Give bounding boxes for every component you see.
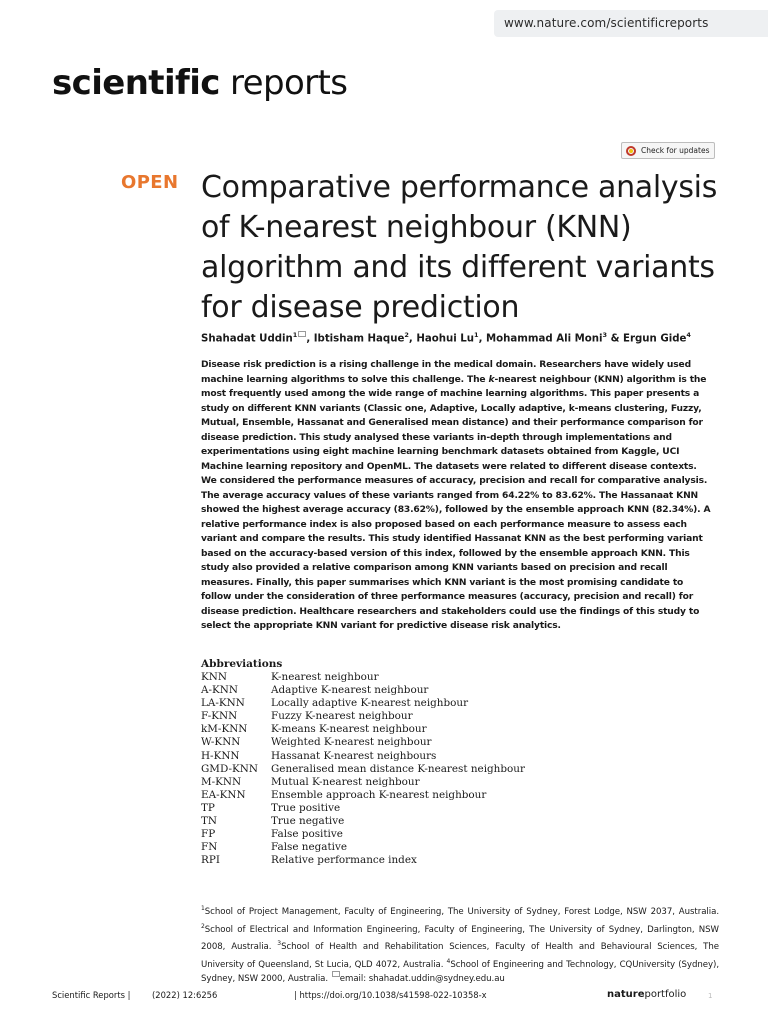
abbreviation-row	[201, 815, 531, 828]
abbreviation-row	[201, 828, 531, 841]
footer-journal: Scientific Reports |	[52, 990, 131, 1000]
abbreviation-definition: Relative performance index	[271, 854, 417, 867]
abbreviation-term: FP	[201, 828, 216, 841]
abbreviation-term: M-KNN	[201, 775, 242, 788]
author-name: Mohammad Ali Moni	[486, 333, 603, 345]
abbreviation-row	[201, 710, 531, 723]
abbreviation-term: TN	[201, 815, 218, 828]
affiliation-number: 4	[446, 957, 451, 965]
abbreviation-definition: Locally adaptive K-nearest neighbour	[271, 697, 469, 710]
journal-logo-light: reports	[219, 63, 348, 103]
abbreviation-row	[201, 854, 531, 867]
abstract: Disease risk prediction is a rising challenge in the medical domain. Researchers have widely used machine learning algorithms to solve this challenge. The k-nearest neighbour (KNN) algorithm is the most frequently used among the wide range of machine learning algorithms. This paper presents a study on different KNN variants (Classic one, Adaptive, Locally adaptive, k-means clustering, Fuzzy, Mutual, Ensemble, Hassanat and Generalised mean distance) and their performance comparison for disease prediction. This study analysed these variants in-depth through implementations and experimentations using eight machine learning benchmark datasets obtained from Kaggle, UCI Machine learning repository and OpenML. The datasets were related to different disease contexts. We considered the performance measures of accuracy, precision and recall for comparative analysis. The average accuracy values of these variants ranged from 64.22% to 83.62%. The Hassanaat KNN showed the highest average accuracy (83.62%), followed by the ensemble approach KNN (82.34%). A relative performance index is also proposed based on each performance measure to assess each variant and compare the results. This study identified Hassanat KNN as the best performing variant based on the accuracy-based version of this index, followed by the ensemble approach KNN. This study also provided a relative comparison among KNN variants based on precision and recall measures. Finally, this paper summarises which KNN variant is the most promising candidate to follow under the consideration of three performance measures (accuracy, precision and recall) for disease prediction. Healthcare researchers and stakeholders could use the findings of this study to select the appropriate KNN variant for predictive disease risk analytics.	[201, 360, 711, 631]
abbreviation-term: kM-KNN	[201, 723, 248, 736]
author-affiliation-number: 1	[292, 331, 298, 339]
abbreviation-definition: Ensemble approach K-nearest neighbour	[271, 788, 487, 801]
affiliation-text: School of Health and Rehabilitation Sciences, Faculty of Health and Behavioural Sciences, The University of Queensland, St Lucia, QLD 4072, Australia.	[201, 941, 719, 970]
abbreviations-list	[201, 671, 531, 867]
publisher-logo	[607, 989, 686, 1000]
footer-doi-link[interactable]: | https://doi.org/10.1038/s41598-022-10358-x	[294, 990, 487, 1000]
open-access-badge: OPEN	[121, 172, 179, 193]
abbreviation-definition: Mutual K-nearest neighbour	[271, 775, 420, 788]
abbreviation-row	[201, 789, 531, 802]
author-affiliation-number: 4	[686, 331, 691, 339]
abbreviation-row	[201, 671, 531, 684]
abbreviation-term: FN	[201, 841, 218, 854]
affiliation-number: 3	[277, 940, 282, 948]
abbreviation-definition: False negative	[271, 841, 348, 854]
abbreviation-row	[201, 723, 531, 736]
abbreviation-definition: Hassanat K-nearest neighbours	[271, 749, 437, 762]
affiliation-text: School of Electrical and Information Engineering, Faculty of Engineering, The University of Sydney, Darlington, NSW 2008, Australia.	[201, 924, 719, 952]
author-affiliation-number: 3	[602, 331, 608, 339]
abbreviation-term: H-KNN	[201, 749, 240, 762]
abbreviation-row	[201, 841, 531, 854]
abbreviation-definition: True positive	[271, 801, 341, 814]
check-for-updates-button[interactable]	[621, 142, 715, 159]
abbreviation-row	[201, 776, 531, 789]
article-title: Comparative performance analysis of K-nearest neighbour (KNN) algorithm and its different variants for disease prediction	[201, 170, 718, 325]
affiliation-text: School of Project Management, Faculty of Engineering, The University of Sydney, Forest Lodge, NSW 2037, Australia.	[204, 906, 719, 917]
abbreviation-row	[201, 750, 531, 763]
journal-url-link[interactable]: www.nature.com/scientificreports	[494, 10, 768, 37]
abbreviation-row	[201, 736, 531, 749]
abbreviation-definition: Fuzzy K-nearest neighbour	[271, 710, 413, 723]
publisher-logo-light: portfolio	[644, 989, 687, 1000]
abbreviation-row	[201, 697, 531, 710]
abbreviation-term: KNN	[201, 671, 227, 683]
abbreviation-row	[201, 684, 531, 697]
abbreviation-term: LA-KNN	[201, 697, 245, 710]
abbreviation-term: EA-KNN	[201, 788, 246, 801]
author-name: Shahadat Uddin	[201, 333, 293, 345]
abbreviation-definition: Generalised mean distance K-nearest neighbour	[271, 762, 525, 775]
abbreviation-definition: True negative	[271, 815, 345, 828]
abbreviation-term: F-KNN	[201, 710, 238, 723]
author-affiliation-number: 1	[474, 331, 479, 339]
publisher-logo-bold: nature	[607, 989, 645, 1000]
abbreviation-definition: False positive	[271, 828, 343, 841]
author-name: Ergun Gide	[623, 333, 687, 345]
contact-email[interactable]: email: shahadat.uddin@sydney.edu.au	[339, 974, 505, 985]
page-footer	[52, 990, 720, 1004]
affiliation-number: 1	[201, 905, 205, 912]
affiliation-text: School of Engineering and Technology, CQUniversity (Sydney), Sydney, NSW 2000, Australia.	[201, 959, 720, 985]
abbreviation-definition: K-nearest neighbour	[271, 671, 379, 683]
abbreviation-definition: Weighted K-nearest neighbour	[271, 736, 432, 749]
author-affiliation-number: 2	[404, 331, 409, 339]
abbreviation-definition: K-means K-nearest neighbour	[271, 723, 427, 736]
abbreviation-term: W-KNN	[201, 736, 241, 749]
affiliation-number: 2	[201, 922, 205, 930]
abbreviation-term: A-KNN	[201, 684, 238, 697]
author-name: Haohui Lu	[416, 333, 475, 345]
abbreviation-row	[201, 763, 531, 776]
affiliations	[201, 902, 719, 987]
journal-logo	[52, 63, 348, 103]
author-list: Shahadat Uddin$^1$ , Ibtisham Haque$^2$, Haohui Lu$^1$, Mohammad Ali Moni$^3$ & Ergun Gide$^4$	[201, 331, 691, 345]
abbreviation-term: GMD-KNN	[201, 762, 258, 775]
check-for-updates-label: Check for updates	[641, 146, 710, 155]
envelope-icon	[332, 971, 340, 977]
page-number: 1	[708, 992, 713, 1000]
abbreviation-row	[201, 802, 531, 815]
footer-year-issue: (2022) 12:6256	[152, 990, 218, 1000]
journal-logo-bold: scientific	[52, 63, 220, 103]
abbreviations-section	[201, 657, 531, 867]
abbreviation-term: RPI	[201, 854, 220, 867]
envelope-icon	[298, 331, 306, 337]
abbreviation-definition: Adaptive K-nearest neighbour	[271, 684, 429, 697]
author-name: Ibtisham Haque	[313, 333, 405, 345]
abbreviations-heading: Abbreviations	[201, 658, 283, 670]
crossmark-icon	[626, 146, 636, 156]
abbreviation-term: TP	[201, 801, 215, 814]
